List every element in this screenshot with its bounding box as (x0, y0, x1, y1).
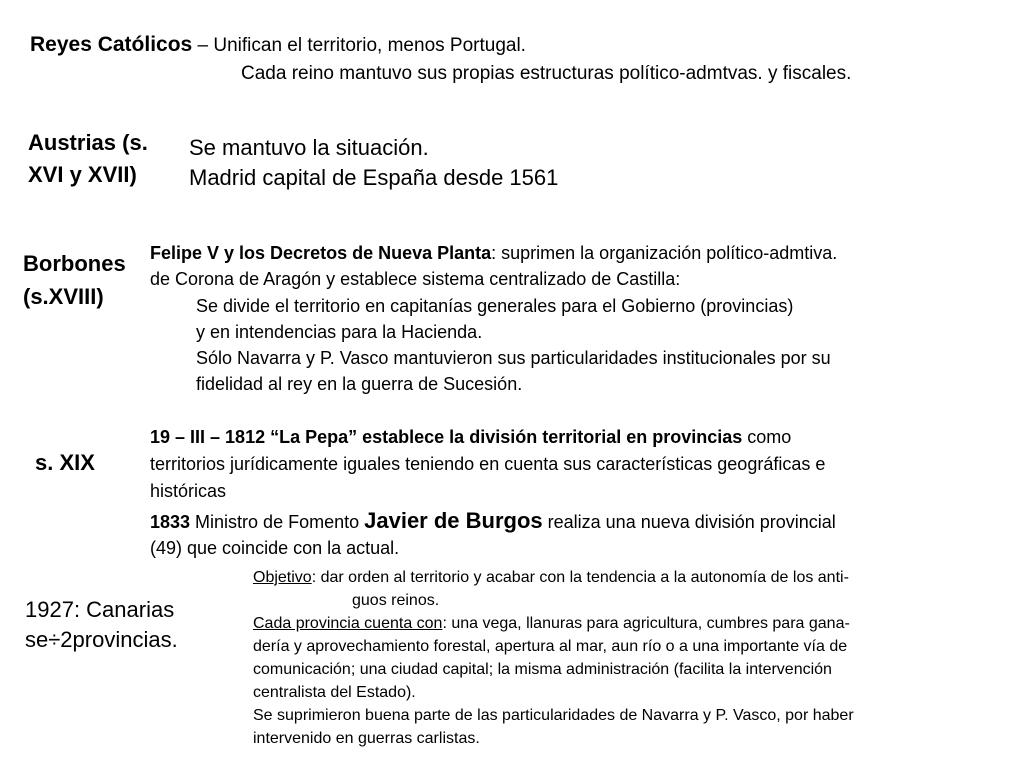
xix-line4-mid: Ministro de Fomento (190, 512, 365, 532)
borbones-line4: y en intendencias para la Hacienda. (196, 322, 483, 342)
xix-line4-rest: realiza una nueva división provincial (542, 512, 836, 532)
notes-objetivo-cont: guos reinos. (352, 592, 440, 609)
notes-cada-provincia (253, 615, 850, 633)
borbones-decretos: Felipe V y los Decretos de Nueva Planta (150, 243, 492, 263)
xix-year: 1833 (150, 512, 191, 532)
canarias-line1: 1927: Canarias (25, 597, 175, 622)
notes-suprimieron-line1: Se suprimieron buena parte de las particularidades de Navarra y P. Vasco, por haber (253, 707, 854, 724)
austrias-line1: Se mantuvo la situación. (189, 135, 429, 160)
borbones-line2: de Corona de Aragón y establece sistema centralizado de Castilla: (150, 269, 681, 289)
notes-cada-line2: dería y aprovechamiento forestal, apertura al mar, aun río o a una importante vía de (253, 638, 848, 655)
canarias-line2: se÷2provincias. (25, 627, 178, 652)
notes-cada-label: Cada provincia cuenta con (253, 615, 443, 632)
austrias-heading: Austrias (s. XVI y XVII) (28, 130, 148, 187)
borbones-line6: fidelidad al rey en la guerra de Sucesión. (196, 374, 523, 394)
borbones-line5: Sólo Navarra y P. Vasco mantuvieron sus particularidades institucionales por su (196, 348, 831, 368)
reyes-catolicos-title: Reyes Católicos (30, 33, 193, 56)
notes-cada-line4: centralista del Estado). (253, 684, 416, 701)
notes-objetivo (253, 569, 849, 587)
xix-la-pepa: 19 – III – 1812 “La Pepa” establece la división territorial en provincias (150, 427, 743, 447)
notes-cada-text: : una vega, llanuras para agricultura, cumbres para gana- (442, 615, 850, 632)
borbones-heading: Borbones (s.XVIII) (23, 251, 126, 309)
reyes-catolicos-line1 (30, 33, 526, 57)
reyes-catolicos-line2: Cada reino mantuvo sus propias estructuras político-admtvas. y fiscales. (241, 63, 852, 84)
borbones-line1 (150, 243, 837, 264)
xix-heading: s. XIX (35, 450, 95, 475)
borbones-line1-rest: : suprimen la organización político-admtiva. (491, 243, 838, 263)
xix-line4 (150, 508, 836, 534)
xix-line1-rest: como (742, 427, 792, 447)
notes-cada-line3: comunicación; una ciudad capital; la misma administración (facilita la intervención (253, 661, 832, 678)
notes-objetivo-label: Objetivo (253, 569, 312, 586)
borbones-line3: Se divide el territorio en capitanías generales para el Gobierno (provincias) (196, 296, 794, 316)
xix-line2: territorios jurídicamente iguales teniendo en cuenta sus características geográficas e (150, 454, 826, 474)
xix-javier-de-burgos: Javier de Burgos (364, 508, 543, 533)
reyes-catolicos-text1: – Unifican el territorio, menos Portugal. (192, 35, 526, 56)
xix-line5: (49) que coincide con la actual. (150, 538, 400, 558)
austrias-line2: Madrid capital de España desde 1561 (189, 165, 559, 190)
xix-line1 (150, 427, 791, 448)
notes-objetivo-text: : dar orden al territorio y acabar con la tendencia a la autonomía de los anti- (311, 569, 849, 586)
notes-suprimieron-line2: intervenido en guerras carlistas. (253, 730, 480, 747)
xix-line3: históricas (150, 481, 227, 501)
